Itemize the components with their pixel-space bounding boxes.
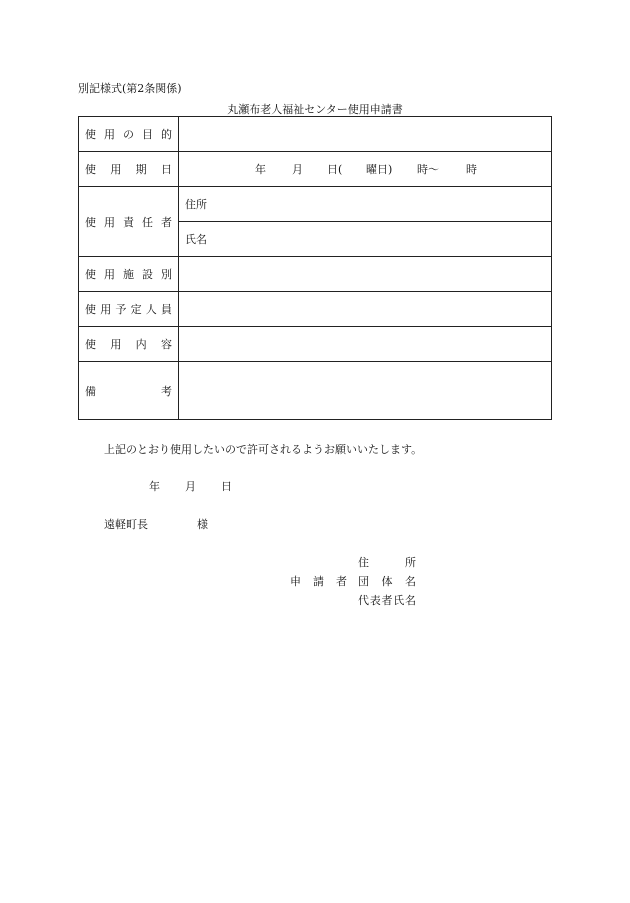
label-char: 別 [161,268,172,281]
table-row-content [79,327,552,362]
label-char: 所 [405,556,416,569]
content-label [79,327,179,362]
facility-field[interactable] [179,257,552,292]
table-row-people [79,292,552,327]
label-char: 用 [104,215,115,229]
form-title: 丸瀬布老人福祉センター使用申請書 [227,103,403,116]
label-char: 日 [160,163,172,176]
justified-label [85,266,172,282]
justified-label [85,383,172,399]
period-month: 月 [292,163,303,176]
label-char: 的 [161,128,172,141]
label-char: 用 [100,303,112,316]
label-char: 定 [130,303,142,316]
label-char: 責 [123,215,134,229]
label-char: 考 [161,384,172,398]
label-char: 期 [135,163,147,176]
justified-label [85,126,172,142]
request-text: 上記のとおり使用したいので許可されるようお願いいたします。 [104,443,423,456]
applicant-address [358,554,416,570]
label-char: 内 [135,338,147,351]
responsible-name-field[interactable] [179,222,552,257]
label-char: 者 [336,575,347,588]
table-row-remarks [79,362,552,420]
label-char: 員 [160,303,172,316]
label-char: 任 [142,215,153,229]
table-row-period [79,152,552,187]
facility-label [79,257,179,292]
purpose-label [79,117,179,152]
date-day: 日 [221,480,232,493]
justified-label [358,573,416,589]
label-char: 表 [369,594,381,607]
period-field[interactable] [179,152,552,187]
applicant-representative [358,592,416,608]
label-char: 氏 [393,594,405,607]
label-char: 使 [85,303,96,316]
period-to-hour: 時 [466,163,477,176]
address-label: 住所 [185,198,207,211]
applicant-organization [358,573,416,589]
label-char: 代 [358,594,369,607]
people-label [79,292,179,327]
period-from-hour: 時〜 [417,163,439,176]
label-char: 団 [358,575,369,588]
table-row-purpose [79,117,552,152]
label-char: 名 [405,594,416,607]
label-char: 住 [358,556,369,569]
remarks-label [79,362,179,420]
label-char: 人 [145,303,157,316]
justified-label [85,214,172,230]
label-char: 用 [104,128,115,141]
label-char: 設 [142,268,153,281]
name-label: 氏名 [185,233,207,246]
justified-label [290,573,347,589]
label-char: 備 [85,384,96,398]
justified-label [85,161,172,177]
label-char: 用 [110,163,122,176]
remarks-field[interactable] [179,362,552,420]
label-char: 者 [161,215,172,229]
addressee: 遠軽町長 [104,518,148,531]
label-char: 予 [115,303,127,316]
label-char: 用 [104,268,115,281]
label-char: 使 [85,338,96,351]
purpose-field[interactable] [179,117,552,152]
label-char: 申 [290,575,301,588]
label-char: 容 [160,338,172,351]
period-year: 年 [255,163,266,176]
application-table [78,116,552,420]
applicant-role [290,573,347,589]
justified-label [358,592,416,608]
form-label: 別記様式(第2条関係) [78,82,182,95]
responsible-address-field[interactable] [179,187,552,222]
label-char: 体 [381,575,393,588]
responsible-label [79,187,179,257]
period-weekday: 曜日) [366,163,393,176]
justified-label [358,554,416,570]
period-label [79,152,179,187]
label-char: 目 [142,128,153,141]
table-row-facility [79,257,552,292]
label-char: 名 [405,575,416,588]
label-char: 使 [85,215,96,229]
date-month: 月 [185,480,196,493]
label-char: 使 [85,163,96,176]
label-char: 請 [313,575,324,588]
justified-label [85,301,172,317]
label-char: 使 [85,268,96,281]
justified-label [85,336,172,352]
label-char: 者 [381,594,393,607]
label-char: 使 [85,128,96,141]
content-field[interactable] [179,327,552,362]
date-year: 年 [149,480,160,493]
label-char: 用 [110,338,122,351]
label-char: 施 [123,268,134,281]
period-day: 日( [327,163,343,176]
table-row-responsible-address [79,187,552,222]
label-char: の [123,128,134,141]
honorific: 様 [197,518,208,531]
people-field[interactable] [179,292,552,327]
